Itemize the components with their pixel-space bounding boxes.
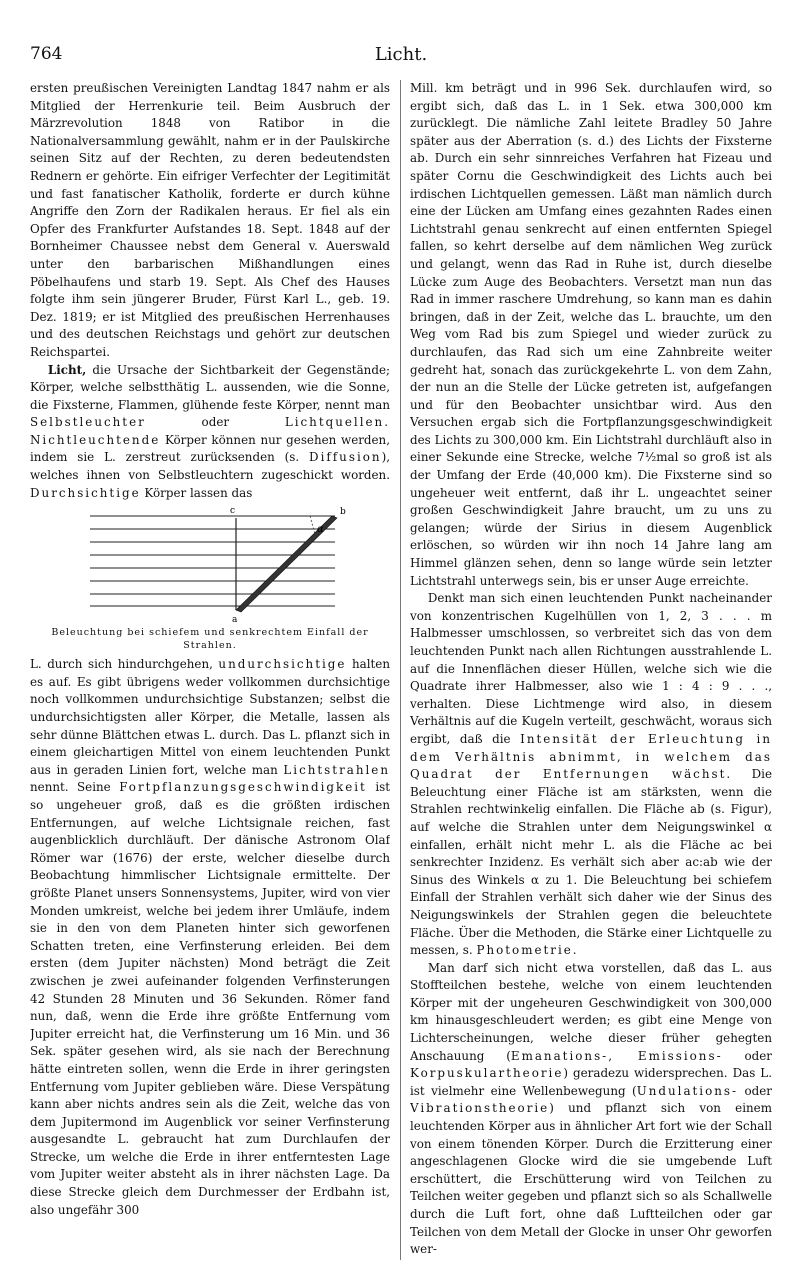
left-column <box>30 80 390 1260</box>
figure-label-b: b <box>340 507 346 518</box>
lemma-licht: Licht, <box>47 362 87 377</box>
figure-label-a: a <box>232 615 238 625</box>
figure-caption: Beleuchtung bei schiefem und senkrechtem Einfall der Strahlen. <box>51 627 369 652</box>
page-number: 764 <box>30 44 63 64</box>
running-head: Licht. <box>374 44 428 65</box>
paragraph-lichnowsky-continued: ersten preußischen Vereinigten Landtag 1847 nahm er als Mitglied der Herrenkurie teil. Beim Ausbruch der Märzrevolution 1848 von Ratibor in die Nationalversammlung gewählt, nahm er in der Paulskirche seinen Sitz auf der Rechten, zu deren bedeutendsten Rednern er gehörte. Ein eifriger Verfechter der Legitimität und fast fanatischer Katholik, forderte er durch kühne Angriffe den Zorn der Radikalen heraus. Er fiel als ein Opfer des Frankfurter Aufstandes 18. Sept. 1848 auf der Bornheimer Chaussee nebst dem General v. Auerswald unter den barbarischen Mißhandlungen eines Pöbelhaufens und starb 19. Sept. Als Chef des Hauses folgte ihm sein jüngerer Bruder, Fürst Karl L., geb. 19. Dez. 1819; er ist Mitglied des preußischen Herrenhauses und des deutschen Reichstags und gehört zur deutschen Reichspartei. <box>30 81 390 359</box>
figure-diagram <box>60 506 360 624</box>
figure-label-c: c <box>230 506 236 517</box>
column-divider <box>400 80 401 1260</box>
right-column <box>410 80 772 1260</box>
figure-oblique-incidence <box>30 506 390 652</box>
paragraph-licht-definition: Licht, die Ursache der Sichtbarkeit der Gegenstände; Körper, welche selbstthätig L. aussenden, wie die Sonne, die Fixsterne, Flammen, glühende feste Körper, nennt man Selbstleuchter oder Lichtquellen. Nichtleuchtende Körper können nur gesehen werden, indem sie L. zerstreut zurücksenden (s. Diffusion), welches ihnen von Selbstleuchtern zugeschickt worden. Durchsichtige Körper lassen das <box>30 362 390 500</box>
paragraph-durchsichtig-continued: L. durch sich hindurchgehen, undurchsichtige halten es auf. Es gibt übrigens weder vollkommen durchsichtige noch vollkommen undurchsichtige Substanzen; selbst die undurchsichtigsten aller Körper, die Metalle, lassen als sehr dünne Blättchen etwas L. durch. Das L. pflanzt sich in einem gleichartigen Mittel von einem leuchtenden Punkt aus in geraden Linien fort, welche man Lichtstrahlen nennt. Seine Fortpflanzungsgeschwindigkeit ist so ungeheuer groß, daß es die größten irdischen Entfernungen, auf welche Lichtsignale reichen, fast augenblicklich durchläuft. Der dänische Astronom Olaf Römer war (1676) der erste, welcher dieselbe durch Beobachtung himmlischer Lichtsignale ermittelte. Der größte Planet unsers Sonnensystems, Jupiter, wird von vier Monden umkreist, welche bei jedem ihrer Umläufe, indem sie in den von dem Planeten hinter sich geworfenen Schatten treten, eine Verfinsterung erleiden. Bei dem ersten (dem Jupiter nächsten) Mond beträgt die Zeit zwischen je zwei aufeinander folgenden Verfinsterungen 42 Stunden 28 Minuten und 36 Sekunden. Römer fand nun, daß, wenn die Erde ihre größte Entfernung vom Jupiter erreicht hat, die Verfinsterung um 16 Min. und 36 Sek. später gesehen wird, als sie nach der Berechnung hätte eintreten sollen, wenn die Erde in ihrer geringsten Entfernung vom Jupiter geblieben wäre. Diese Verspätung kann aber nichts andres sein als die Zeit, welche das von dem Jupitermond im Augenblick vor seiner Verfinsterung ausgesandte L. gebraucht hat zum Durchlaufen der Strecke, um welche die Erde in ihrer entferntesten Lage vom Jupiter weiter absteht als in ihrer nächsten Lage. Da diese Strecke gleich dem Durchmesser der Erdbahn ist, also ungefähr 300 <box>30 657 390 1217</box>
page-header <box>30 44 772 70</box>
paragraph-wellentheorie: Man darf sich nicht etwa vorstellen, daß das L. aus Stoffteilchen bestehe, welche von einem leuchtenden Körper mit der ungeheuren Geschwindigkeit von 300,000 km hinausgeschleudert werden; es gibt eine Menge von Lichterscheinungen, welche dieser früher gehegten Anschauung (Emanations-, Emissions- oder Korpuskulartheorie) geradezu widersprechen. Das L. ist vielmehr eine Wellenbewegung (Undulations- oder Vibrationstheorie) und pflanzt sich von einem leuchtenden Körper aus in ähnlicher Art fort wie der Schall von einem tönenden Körper. Durch die Erzitterung einer angeschlagenen Glocke wird die sie umgebende Luft erschüttert, die Erschütterung wird von Teilchen zu Teilchen weiter gegeben und pflanzt sich so als Schallwelle durch die Luft fort, ohne daß Luftteilchen oder gar Teilchen von dem Metall der Glocke in unser Ohr geworfen wer- <box>410 960 772 1257</box>
paragraph-intensitaet: Denkt man sich einen leuchtenden Punkt nacheinander von konzentrischen Kugelhüllen von 1, 2, 3 . . . m Halbmesser umschlossen, so verbreitet sich das von dem leuchtenden Punkt nach allen Richtungen ausstrahlende L. auf die Innenflächen dieser Hüllen, welche sich wie die Quadrate ihrer Halbmesser, also wie 1 : 4 : 9 . . ., verhalten. Diese Lichtmenge wird also, in diesem Verhältnis auf die Kugeln verteilt, geschwächt, woraus sich ergibt, daß die Intensität der Erleuchtung in dem Verhältnis abnimmt, in welchem das Quadrat der Entfernungen wächst. Die Beleuchtung einer Fläche ist am stärksten, wenn die Strahlen rechtwinkelig einfallen. Die Fläche ab (s. Figur), auf welche die Strahlen unter dem Neigungswinkel α einfallen, erhält nicht mehr L. als die Fläche ac bei senkrechter Inzidenz. Es verhält sich aber ac:ab wie der Sinus des Winkels α zu 1. Die Beleuchtung bei schiefem Einfall der Strahlen verhält sich daher wie der Sinus des Neigungswinkels der Strahlen gegen die beleuchtete Fläche. Über die Methoden, die Stärke einer Lichtquelle zu messen, s. Photometrie. <box>410 591 772 958</box>
paragraph-lichtgeschwindigkeit: Mill. km beträgt und in 996 Sek. durchlaufen wird, so ergibt sich, daß das L. in 1 Sek. etwa 300,000 km zurücklegt. Die nämliche Zahl leitete Bradley 50 Jahre später aus der Aberration (s. d.) des Lichts der Fixsterne ab. Durch ein sehr sinnreiches Verfahren hat Fizeau und später Cornu die Geschwindigkeit des Lichts auch bei irdischen Lichtquellen gemessen. Läßt man nämlich durch eine der Lücken am Umfang eines gezahnten Rades einen Lichtstrahl genau senkrecht auf einen entfernten Spiegel fallen, so kehrt derselbe auf dem nämlichen Weg zurück und gelangt, wenn das Rad in Ruhe ist, durch dieselbe Lücke zum Auge des Beobachters. Versetzt man nun das Rad in immer raschere Umdrehung, so kann man es dahin bringen, daß in der Zeit, welche das L. brauchte, um den Weg vom Rad bis zum Spiegel und wieder zurück zu durchlaufen, das Rad sich um eine Zahnbreite weiter gedreht hat, sonach das zurückgekehrte L. von dem Zahn, der nun an die Stelle der Lücke getreten ist, aufgefangen und für den Beobachter unsichtbar wird. Aus den Versuchen ergab sich die Fortpflanzungsgeschwindigkeit des Lichts zu 300,000 km. Ein Lichtstrahl durchläuft also in einer Sekunde eine Strecke, welche 7½mal so groß ist als der Umfang der Erde (40,000 km). Die Fixsterne sind so ungeheuer weit entfernt, daß ihr L. ungeachtet seiner großen Geschwindigkeit Jahre braucht, um zu uns zu gelangen; würde der Sirius in diesem Augenblick erlöschen, so würden wir ihn noch 14 Jahre lang am Himmel glänzen sehen, denn so lange würde sein letzter Lichtstrahl unterwegs sein, bis er unser Auge erreichte. <box>410 81 772 588</box>
figure-label-alpha: α <box>317 524 324 536</box>
